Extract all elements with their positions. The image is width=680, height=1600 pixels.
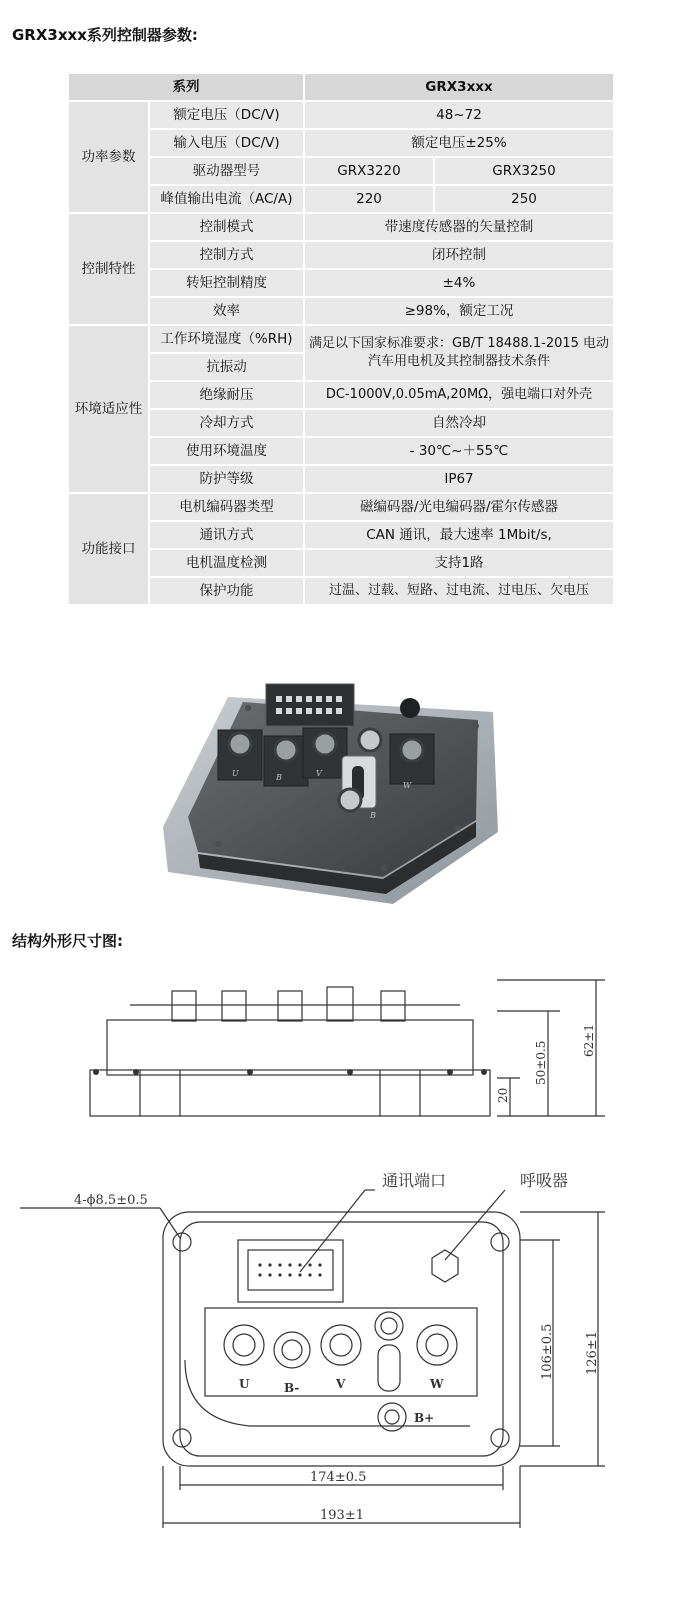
table-row	[68, 381, 614, 409]
terminal-label-w: W	[430, 1377, 444, 1391]
param-value: 自然冷却	[304, 409, 614, 437]
terminal-label-b-minus: B-	[284, 1381, 300, 1395]
param-label: 峰值输出电流（AC/A)	[149, 185, 304, 213]
table-row	[68, 241, 614, 269]
top-view-drawing	[0, 1160, 680, 1560]
section-title-params: GRX3xxx系列控制器参数:	[12, 26, 198, 44]
dim-base-height: 20	[496, 1087, 510, 1103]
side-base	[90, 1070, 490, 1116]
table-header-row	[68, 73, 614, 101]
param-value: ≥98%，额定工况	[304, 297, 614, 325]
dim-inner-width: 174±0.5	[310, 1470, 367, 1485]
param-value: - 30℃~＋55℃	[304, 437, 614, 465]
param-label: 防护等级	[149, 465, 304, 493]
side-housing	[107, 1020, 473, 1075]
group-label: 功率参数	[68, 101, 149, 213]
param-label: 保护功能	[149, 577, 304, 605]
comm-port-box	[238, 1240, 343, 1302]
param-value: 带速度传感器的矢量控制	[304, 213, 614, 241]
param-label: 额定电压（DC/V)	[149, 101, 304, 129]
param-value: ±4%	[304, 269, 614, 297]
table-row	[68, 185, 614, 213]
table-row	[68, 465, 614, 493]
table-row	[68, 409, 614, 437]
top-inner-outline	[180, 1222, 503, 1456]
param-label: 电机编码器类型	[149, 493, 304, 521]
param-label: 效率	[149, 297, 304, 325]
group-label: 功能接口	[68, 493, 149, 605]
param-value: CAN 通讯，最大速率 1Mbit/s,	[304, 521, 614, 549]
photo-label-b-plus: B	[370, 811, 376, 820]
param-value: GRX3250	[434, 157, 614, 185]
param-label: 控制方式	[149, 241, 304, 269]
comm-connector	[266, 684, 354, 726]
terminal-label-v: V	[336, 1377, 346, 1391]
param-value: GRX3220	[304, 157, 434, 185]
table-row	[68, 157, 614, 185]
param-label: 使用环境温度	[149, 437, 304, 465]
param-value: 支持1路	[304, 549, 614, 577]
callout-comm-port: 通讯端口	[382, 1171, 447, 1190]
param-label: 通讯方式	[149, 521, 304, 549]
group-label: 环境适应性	[68, 325, 149, 493]
param-label: 电机温度检测	[149, 549, 304, 577]
param-value: 48~72	[304, 101, 614, 129]
dim-total-height: 62±1	[582, 1024, 596, 1057]
photo-label-v: V	[316, 769, 322, 778]
table-row	[68, 437, 614, 465]
side-view-drawing	[0, 975, 680, 1135]
section-title-dimensions: 结构外形尺寸图:	[12, 932, 123, 950]
param-value: 额定电压±25%	[304, 129, 614, 157]
group-label: 控制特性	[68, 213, 149, 325]
table-row	[68, 101, 614, 129]
param-value: 250	[434, 185, 614, 213]
table-row	[68, 549, 614, 577]
param-label: 转矩控制精度	[149, 269, 304, 297]
table-row	[68, 297, 614, 325]
photo-label-u: U	[232, 769, 239, 778]
param-value: 满足以下国家标准要求：GB/T 18488.1-2015 电动汽车用电机及其控制器技术条件	[304, 325, 614, 381]
param-label: 冷却方式	[149, 409, 304, 437]
param-value: IP67	[304, 465, 614, 493]
top-outline	[163, 1212, 520, 1466]
param-value: 220	[304, 185, 434, 213]
param-value: 过温、过载、短路、过电流、过电压、欠电压	[304, 577, 614, 605]
table-row	[68, 577, 614, 605]
dim-inner-height: 106±0.5	[540, 1323, 555, 1380]
spec-table	[67, 72, 615, 606]
param-label: 抗振动	[149, 353, 304, 381]
table-row	[68, 269, 614, 297]
photo-label-w: W	[403, 781, 412, 790]
comm-pin-dots	[258, 1263, 321, 1276]
param-value: 闭环控制	[304, 241, 614, 269]
param-label: 绝缘耐压	[149, 381, 304, 409]
param-value: 磁编码器/光电编码器/霍尔传感器	[304, 493, 614, 521]
dim-outer-width: 193±1	[320, 1508, 364, 1523]
dim-outer-height: 126±1	[585, 1331, 600, 1375]
table-row	[68, 129, 614, 157]
table-row	[68, 521, 614, 549]
controller-photo	[158, 672, 508, 910]
table-row	[68, 325, 614, 353]
param-value: DC-1000V,0.05mA,20MΩ，强电端口对外壳	[304, 381, 614, 409]
table-row	[68, 213, 614, 241]
dim-body-height: 50±0.5	[534, 1040, 548, 1085]
param-label: 驱动器型号	[149, 157, 304, 185]
param-label: 控制模式	[149, 213, 304, 241]
terminal-label-b-plus: B+	[414, 1411, 435, 1425]
terminal-label-u: U	[239, 1377, 250, 1391]
param-label: 输入电压（DC/V)	[149, 129, 304, 157]
table-row	[68, 493, 614, 521]
param-label: 工作环境湿度（%RH)	[149, 325, 304, 353]
breather-shape	[432, 1250, 458, 1282]
breather-icon	[400, 698, 420, 718]
callout-holes: 4-ϕ8.5±0.5	[74, 1193, 148, 1208]
header-model: GRX3xxx	[304, 73, 614, 101]
header-series: 系列	[68, 73, 304, 101]
callout-breather: 呼吸器	[520, 1171, 569, 1190]
photo-label-b-minus: B	[276, 773, 282, 782]
